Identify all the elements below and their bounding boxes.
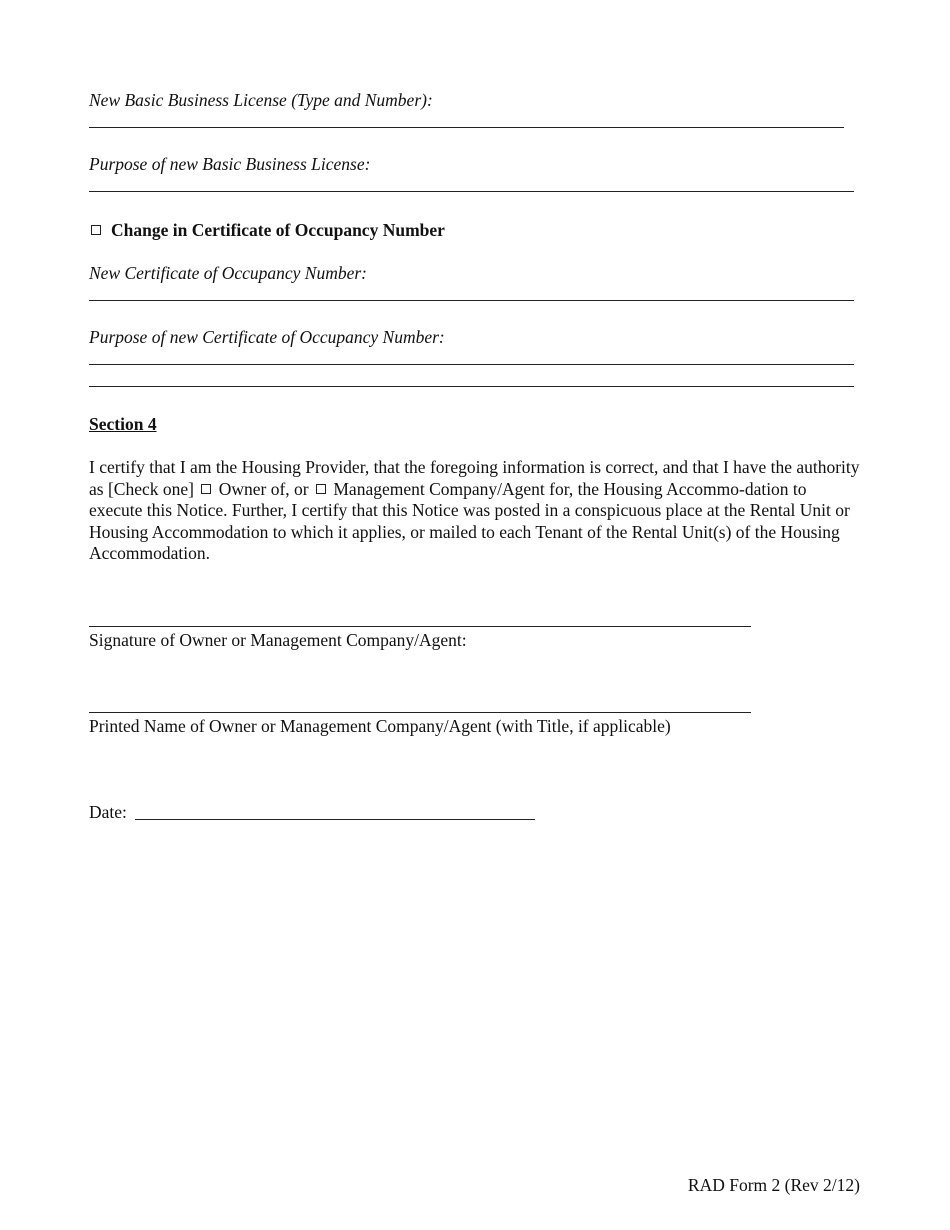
license-purpose-input-line[interactable] bbox=[89, 191, 854, 192]
coo-change-checkbox[interactable] bbox=[91, 225, 101, 235]
coo-purpose-input-line-2[interactable] bbox=[89, 386, 854, 387]
license-label: New Basic Business License (Type and Number): bbox=[89, 90, 433, 110]
agent-option-text: Management Company/Agent for, the Housing Accommo-dation to execute this Notice. Further, I certify that this Notice was posted in a conspicuous place at the Rental Unit or Housing Accommodation to which it applies, or mailed to each Tenant of the Rental Unit(s) of the Housing Accommodation. bbox=[89, 478, 850, 563]
date-input-line[interactable] bbox=[135, 819, 535, 820]
coo-purpose-input-line-1[interactable] bbox=[89, 364, 854, 365]
coo-purpose-label: Purpose of new Certificate of Occupancy Number: bbox=[89, 327, 445, 347]
date-label: Date: bbox=[89, 802, 127, 822]
coo-number-input-line[interactable] bbox=[89, 300, 854, 301]
coo-change-heading bbox=[89, 220, 445, 241]
printed-name-line[interactable] bbox=[89, 712, 751, 713]
form-id-footer: RAD Form 2 (Rev 2/12) bbox=[687, 1175, 860, 1195]
owner-option-text: Owner of, or bbox=[218, 478, 309, 499]
coo-number-label: New Certificate of Occupancy Number: bbox=[89, 263, 367, 283]
certification-paragraph bbox=[89, 457, 864, 565]
signature-line[interactable] bbox=[89, 626, 751, 627]
signature-label: Signature of Owner or Management Company/Agent: bbox=[89, 630, 467, 650]
agent-checkbox[interactable] bbox=[316, 484, 326, 494]
license-input-line[interactable] bbox=[89, 127, 844, 128]
license-purpose-label: Purpose of new Basic Business License: bbox=[89, 154, 371, 174]
printed-name-label: Printed Name of Owner or Management Company/Agent (with Title, if applicable) bbox=[89, 716, 671, 736]
certification-text-1: I certify that I am the Housing Provider, that the foregoing information is correct, and that I have the authority as [Check one] bbox=[89, 457, 860, 499]
owner-checkbox[interactable] bbox=[201, 484, 211, 494]
coo-change-heading-text: Change in Certificate of Occupancy Number bbox=[111, 220, 445, 240]
section-4-heading: Section 4 bbox=[89, 414, 157, 434]
